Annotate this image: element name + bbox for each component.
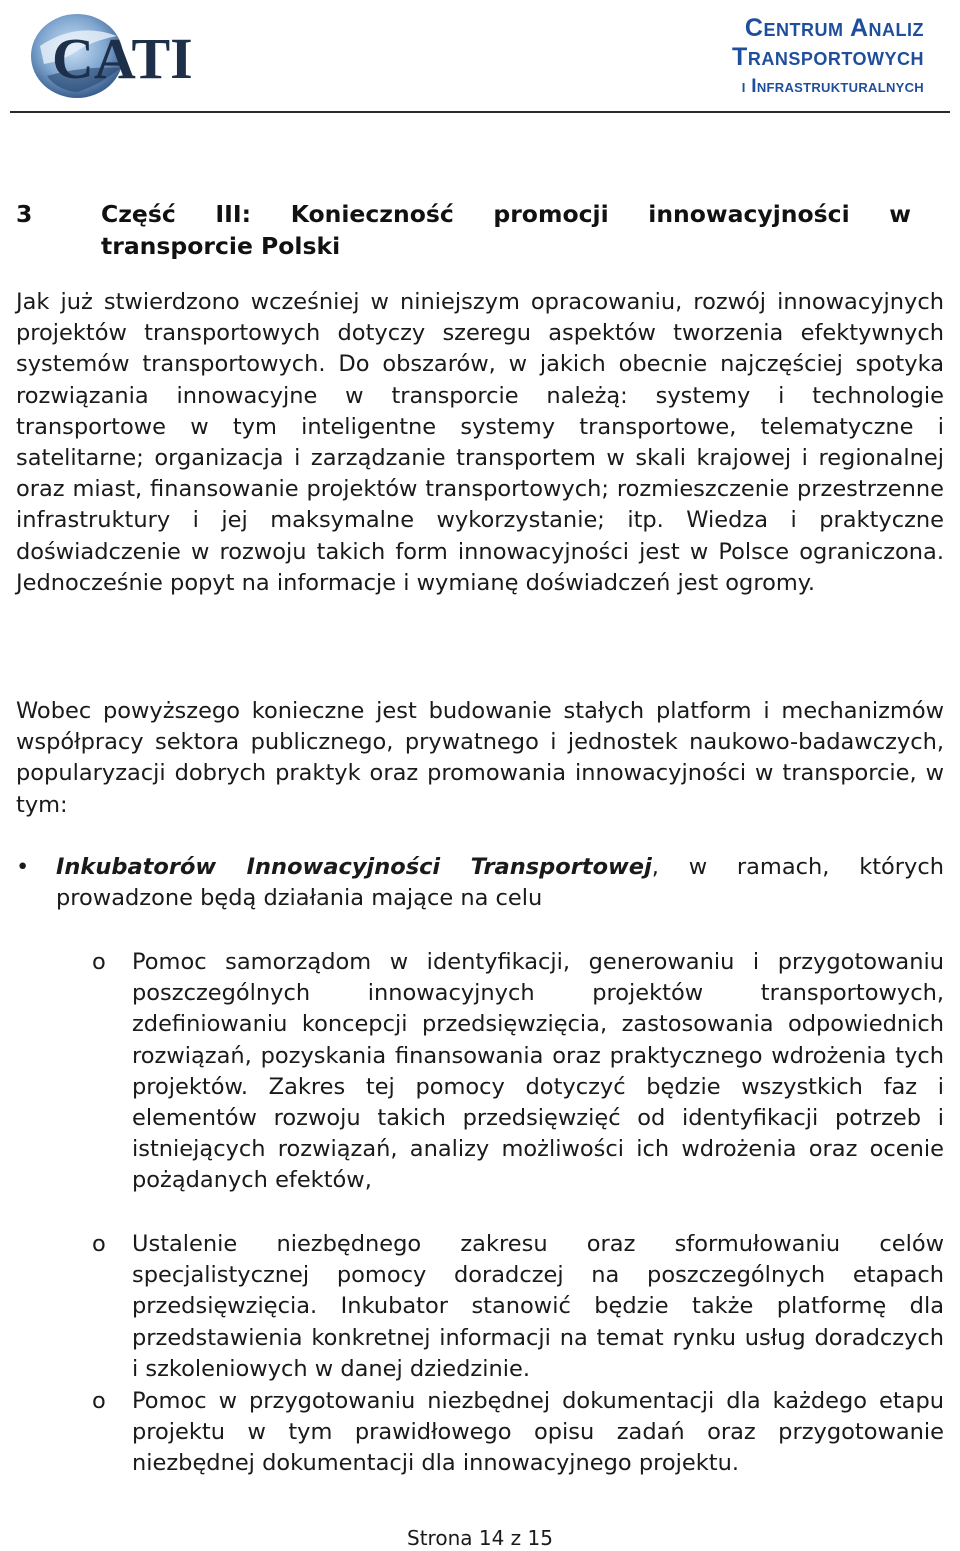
section-number: 3	[16, 200, 33, 228]
sub-item-text: Pomoc w przygotowaniu niezbędnej dokumentacji dla każdego etapu projektu w tym prawidłowego opisu zadań oraz przygotowanie niezbędnej dokumentacji dla innowacyjnego projektu.	[132, 1388, 944, 1477]
sub-item-marker: o	[92, 1231, 106, 1257]
bullet-rest: , w ramach, których prowadzone będą działania mające na celu	[56, 854, 945, 912]
cati-logo	[22, 6, 237, 106]
org-line-1: Centrum Analiz	[744, 14, 924, 42]
paragraph-platforms: Wobec powyższego konieczne jest budowanie stałych platform i mechanizmów współpracy sektora publicznego, prywatnego i jednostek naukowo-badawczych, popularyzacji dobrych praktyk oraz promowania innowacyjności w transporcie, w tym:	[16, 698, 944, 818]
org-line-2: Transportowych	[732, 43, 924, 71]
org-line-3: i Infrastrukturalnych	[741, 76, 924, 97]
sub-item-text: Pomoc samorządom w identyfikacji, generowaniu i przygotowaniu poszczególnych innowacyjnych projektów transportowych, zdefiniowaniu koncepcji przedsięwzięcia, zastosowania odpowiednich rozwiązań, pozyskania finansowania oraz praktycznego wdrożenia tych projektów. Zakres tej pomocy dotyczyć będzie wszystkich faz i elementów rozwoju takich przedsięwzięć od identyfikacji potrzeb i istniejących rozwiązań, analizy możliwości ich wdrożenia oraz ocenie pożądanych efektów,	[132, 949, 944, 1194]
sub-item-text: Ustalenie niezbędnego zakresu oraz sformułowaniu celów specjalistycznej pomocy doradczej na poszczególnych etapach przedsięwzięcia. Inkubator stanowić będzie także platformę dla przedstawienia konkretnej informacji na temat rynku usług doradczych i szkoleniowych w danej dziedzinie.	[132, 1231, 944, 1382]
bullet-marker: •	[16, 854, 30, 880]
paragraph-intro: Jak już stwierdzono wcześniej w niniejszym opracowaniu, rozwój innowacyjnych projektów transportowych dotyczy szeregu aspektów tworzenia efektywnych systemów transportowych. Do obszarów, w jakich obecnie najczęściej spotyka rozwiązania innowacyjne w transporcie należą: systemy i technologie transportowe w tym inteligentne systemy transportowe, telematyczne i satelitarne; organizacja i zarządzanie transportem w skali krajowej i regionalnej oraz miast, finansowanie projektów transportowych; rozmieszczenie przestrzenne infrastruktury i jej maksymalne wykorzystanie; itp. Wiedza i praktyczne doświadczenie w rozwoju takich form innowacyjności jest w Polsce ograniczona. Jednocześnie popyt na informacje i wymianę doświadczeń jest ogromy.	[16, 289, 944, 596]
sub-item-marker: o	[92, 1388, 106, 1414]
bullet-emphasis: Inkubatorów Innowacyjności Transportowej	[56, 854, 652, 880]
page-number: Strona 14 z 15	[407, 1526, 553, 1550]
bullet-text	[56, 852, 944, 914]
header-divider	[10, 111, 950, 113]
page-header	[0, 0, 960, 112]
cati-logo-graphic	[22, 6, 237, 106]
sub-item-marker: o	[92, 949, 106, 975]
organization-name	[732, 14, 924, 101]
section-title: Część III: Konieczność promocji innowacyjności w transporcie Polski	[101, 200, 911, 260]
logo-text: CATI	[52, 26, 193, 91]
